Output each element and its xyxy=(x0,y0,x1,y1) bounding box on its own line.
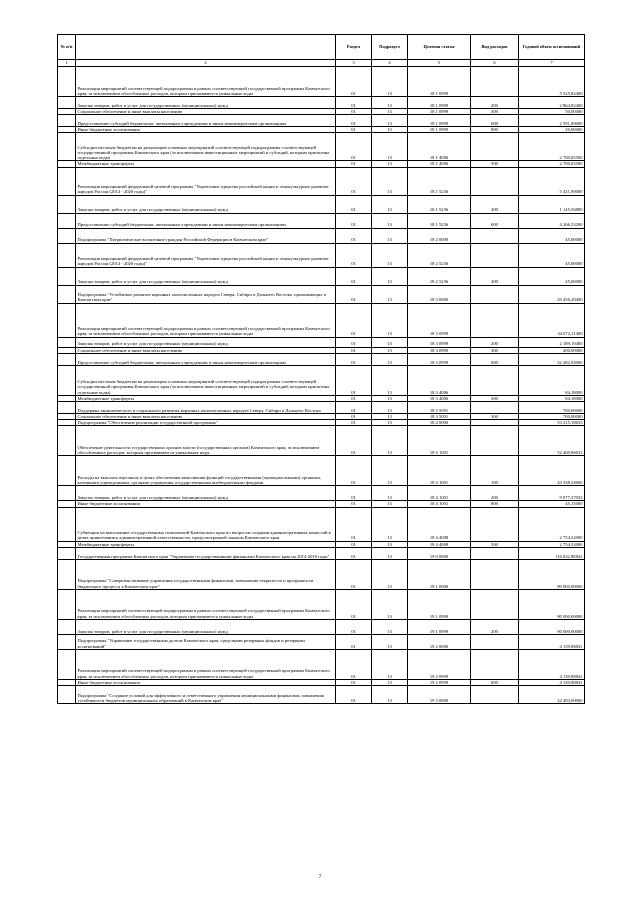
row-name-cell: Реализация мероприятий соответствующей подпрограммы в рамках соответствующей государственной программы Камчатского края, за исключением обособленных расходов, которым присваиваются уникальные коды xyxy=(76,589,336,619)
row-section-cell: 01 xyxy=(336,634,372,649)
row-expense-type-cell xyxy=(471,426,519,456)
row-expense-type-cell: 800 xyxy=(471,501,519,507)
row-amount-cell: 200,00000 xyxy=(519,347,585,353)
row-number-cell xyxy=(58,167,76,195)
row-target-article-cell: 19 2 0000 xyxy=(408,634,471,649)
table-row xyxy=(58,167,585,195)
row-expense-type-cell: 100 xyxy=(471,456,519,486)
row-section-cell: 01 xyxy=(336,67,372,97)
row-number-cell xyxy=(58,589,76,619)
row-subsection-cell: 13 xyxy=(372,426,408,456)
row-amount-cell: 45,00000 xyxy=(519,267,585,285)
row-name-cell: Закупка товаров, работ и услуг для государственных (муниципальных) нужд xyxy=(76,97,336,109)
row-amount-cell: 2 189,19400 xyxy=(519,337,585,347)
row-number-cell xyxy=(58,547,76,559)
row-expense-type-cell xyxy=(471,559,519,589)
row-name-cell: Закупка товаров, работ и услуг для государственных (муниципальных) нужд xyxy=(76,267,336,285)
header-section: Раздел xyxy=(336,35,372,60)
row-subsection-cell: 13 xyxy=(372,501,408,507)
row-name-cell: Подпрограмма "Патриотическое воспитание граждан Российской Федерации в Камчатском крае" xyxy=(76,228,336,243)
row-section-cell: 01 xyxy=(336,228,372,243)
header-target-article: Целевая статья xyxy=(408,35,471,60)
row-amount-cell: 43 338,34600 xyxy=(519,456,585,486)
row-expense-type-cell: 600 xyxy=(471,213,519,228)
row-section-cell: 01 xyxy=(336,547,372,559)
row-amount-cell: 84,18000 xyxy=(519,395,585,401)
row-number-cell xyxy=(58,195,76,213)
table-row xyxy=(58,486,585,501)
row-expense-type-cell: 200 xyxy=(471,619,519,634)
row-subsection-cell: 13 xyxy=(372,456,408,486)
row-name-cell: Иные бюджетные ассигнования xyxy=(76,127,336,133)
row-name-cell: Реализация мероприятий соответствующей подпрограммы в рамках соответствующей государственной программы Камчатского края, за исключением обособленных расходов, которым присваиваются уникальные коды xyxy=(76,67,336,97)
row-amount-cell: 2 864,82400 xyxy=(519,97,585,109)
row-section-cell: 01 xyxy=(336,649,372,679)
row-subsection-cell: 13 xyxy=(372,365,408,395)
table-row xyxy=(58,686,585,704)
row-number-cell xyxy=(58,619,76,634)
row-expense-type-cell xyxy=(471,589,519,619)
budget-table xyxy=(57,34,585,704)
row-subsection-cell: 13 xyxy=(372,486,408,501)
row-subsection-cell: 13 xyxy=(372,679,408,685)
row-number-cell xyxy=(58,243,76,267)
row-expense-type-cell xyxy=(471,649,519,679)
row-target-article-cell: 18 1 0999 xyxy=(408,115,471,127)
row-name-cell: Подпрограмма "Совершенствование управления государственными финансами, повышение открытости и прозрачности бюджетного процесса в Камчатском крае" xyxy=(76,559,336,589)
row-expense-type-cell: 500 xyxy=(471,541,519,547)
row-target-article-cell: 19 1 0999 xyxy=(408,619,471,634)
row-subsection-cell: 13 xyxy=(372,547,408,559)
row-section-cell: 01 xyxy=(336,353,372,365)
row-amount-cell: 700,00000 xyxy=(519,402,585,414)
row-expense-type-cell: 200 xyxy=(471,486,519,501)
row-target-article-cell: 18 4 4008 xyxy=(408,541,471,547)
table-row xyxy=(58,634,585,649)
row-amount-cell: 35 456,29400 xyxy=(519,285,585,303)
row-amount-cell: 4 139,88841 xyxy=(519,634,585,649)
row-subsection-cell: 13 xyxy=(372,619,408,634)
row-subsection-cell: 13 xyxy=(372,109,408,115)
row-amount-cell: 84,18000 xyxy=(519,365,585,395)
row-subsection-cell: 13 xyxy=(372,167,408,195)
row-amount-cell: 1 145,56800 xyxy=(519,195,585,213)
row-target-article-cell: 18 4 1001 xyxy=(408,456,471,486)
row-target-article-cell: 18 1 0999 xyxy=(408,97,471,109)
row-subsection-cell: 13 xyxy=(372,67,408,97)
row-number-cell xyxy=(58,285,76,303)
row-name-cell: Обеспечение деятельности государственных органов власти (государственных органов) Камчатского края, за исключением обособленных расходов, которым присваиваются уникальные коды xyxy=(76,426,336,456)
row-subsection-cell: 13 xyxy=(372,228,408,243)
table-row xyxy=(58,547,585,559)
row-expense-type-cell: 300 xyxy=(471,347,519,353)
row-section-cell: 01 xyxy=(336,347,372,353)
row-target-article-cell: 18 3 0000 xyxy=(408,285,471,303)
row-target-article-cell: 18 1 0999 xyxy=(408,109,471,115)
row-target-article-cell: 18 4 4008 xyxy=(408,507,471,541)
row-section-cell: 01 xyxy=(336,420,372,426)
header-annual-amount: Годовой объем ассигнований xyxy=(519,35,585,60)
row-target-article-cell: 18 1 5236 xyxy=(408,195,471,213)
row-expense-type-cell: 600 xyxy=(471,115,519,127)
row-section-cell: 01 xyxy=(336,402,372,414)
row-target-article-cell: 19 2 0999 xyxy=(408,649,471,679)
row-name-cell: Закупка товаров, работ и услуг для государственных (муниципальных) нужд xyxy=(76,195,336,213)
row-section-cell: 01 xyxy=(336,414,372,420)
row-target-article-cell: 18 1 4006 xyxy=(408,161,471,167)
row-target-article-cell: 18 4 1001 xyxy=(408,426,471,456)
row-number-cell xyxy=(58,402,76,414)
row-subsection-cell: 13 xyxy=(372,115,408,127)
row-section-cell: 01 xyxy=(336,395,372,401)
table-row xyxy=(58,133,585,161)
row-target-article-cell: 18 3 5091 xyxy=(408,402,471,414)
row-expense-type-cell xyxy=(471,686,519,704)
row-subsection-cell: 13 xyxy=(372,285,408,303)
row-subsection-cell: 13 xyxy=(372,161,408,167)
row-number-cell xyxy=(58,486,76,501)
row-section-cell: 01 xyxy=(336,541,372,547)
row-section-cell: 01 xyxy=(336,619,372,634)
row-number-cell xyxy=(58,365,76,395)
row-expense-type-cell xyxy=(471,634,519,649)
row-name-cell: Социальное обеспечение и иные выплаты населению xyxy=(76,109,336,115)
row-number-cell xyxy=(58,559,76,589)
row-number-cell xyxy=(58,426,76,456)
row-name-cell: Реализация мероприятий федеральной целевой программы "Укрепление единства российской нации и этнокультурное развитие народов России (2014 - 2020 годы)" xyxy=(76,243,336,267)
table-row xyxy=(58,213,585,228)
row-amount-cell: 2 700,65500 xyxy=(519,161,585,167)
row-section-cell: 01 xyxy=(336,486,372,501)
table-row xyxy=(58,402,585,414)
table-row xyxy=(58,303,585,337)
row-subsection-cell: 13 xyxy=(372,243,408,267)
row-number-cell xyxy=(58,67,76,97)
row-subsection-cell: 13 xyxy=(372,402,408,414)
row-target-article-cell: 18 3 0999 xyxy=(408,353,471,365)
row-section-cell: 01 xyxy=(336,365,372,395)
table-row xyxy=(58,243,585,267)
column-number: 7 xyxy=(519,60,585,67)
row-target-article-cell: 18 1 0999 xyxy=(408,127,471,133)
row-section-cell: 01 xyxy=(336,127,372,133)
row-target-article-cell: 18 3 0999 xyxy=(408,347,471,353)
row-subsection-cell: 13 xyxy=(372,414,408,420)
table-header-row xyxy=(58,35,585,60)
row-number-cell xyxy=(58,228,76,243)
row-section-cell: 01 xyxy=(336,115,372,127)
row-expense-type-cell xyxy=(471,547,519,559)
column-number: 2 xyxy=(76,60,336,67)
row-name-cell: Закупка товаров, работ и услуг для государственных (муниципальных) нужд xyxy=(76,619,336,634)
table-row xyxy=(58,456,585,486)
table-row xyxy=(58,353,585,365)
table-row xyxy=(58,97,585,109)
row-name-cell: Межбюджетные трансферты xyxy=(76,541,336,547)
row-section-cell: 01 xyxy=(336,285,372,303)
row-section-cell: 01 xyxy=(336,133,372,161)
header-name xyxy=(76,35,336,60)
table-row xyxy=(58,619,585,634)
row-amount-cell: 90 000,00000 xyxy=(519,559,585,589)
row-name-cell: Межбюджетные трансферты xyxy=(76,161,336,167)
row-number-cell xyxy=(58,353,76,365)
table-row xyxy=(58,589,585,619)
column-number: 1 xyxy=(58,60,76,67)
row-name-cell: Социальное обеспечение и иные выплаты населению xyxy=(76,414,336,420)
table-row xyxy=(58,67,585,97)
row-expense-type-cell xyxy=(471,303,519,337)
row-name-cell: Иные бюджетные ассигнования xyxy=(76,679,336,685)
row-name-cell: Государственная программа Камчатского края "Управление государственными финансами Камчатского края на 2014-2018 годы" xyxy=(76,547,336,559)
row-amount-cell: 2 754,32000 xyxy=(519,507,585,541)
row-section-cell: 01 xyxy=(336,161,372,167)
row-section-cell: 01 xyxy=(336,109,372,115)
table-row xyxy=(58,365,585,395)
row-target-article-cell: 18 3 0999 xyxy=(408,337,471,347)
row-subsection-cell: 13 xyxy=(372,195,408,213)
row-section-cell: 01 xyxy=(336,267,372,285)
row-expense-type-cell: 200 xyxy=(471,267,519,285)
row-section-cell: 01 xyxy=(336,456,372,486)
row-section-cell: 01 xyxy=(336,303,372,337)
row-name-cell: Расходы на выплаты персоналу в целях обеспечения выполнения функций государственными (муниципальными) органами, казенными учреждениями, органами управления государственными внебюджетными фондами xyxy=(76,456,336,486)
row-subsection-cell: 13 xyxy=(372,347,408,353)
row-amount-cell: 9 077,37033 xyxy=(519,486,585,501)
row-target-article-cell: 18 1 0999 xyxy=(408,67,471,97)
row-subsection-cell: 13 xyxy=(372,634,408,649)
row-expense-type-cell xyxy=(471,133,519,161)
row-section-cell: 01 xyxy=(336,213,372,228)
row-subsection-cell: 13 xyxy=(372,420,408,426)
row-section-cell: 01 xyxy=(336,337,372,347)
row-name-cell: Предоставление субсидий бюджетным, автономным учреждениям и иным некоммерческим организациям xyxy=(76,213,336,228)
row-section-cell: 01 xyxy=(336,686,372,704)
row-amount-cell: 50,00000 xyxy=(519,109,585,115)
column-number: 6 xyxy=(471,60,519,67)
row-amount-cell: 45,00000 xyxy=(519,228,585,243)
row-subsection-cell: 13 xyxy=(372,337,408,347)
row-subsection-cell: 13 xyxy=(372,507,408,541)
row-section-cell: 01 xyxy=(336,195,372,213)
row-amount-cell: 116 632,88841 xyxy=(519,547,585,559)
row-expense-type-cell xyxy=(471,285,519,303)
row-number-cell xyxy=(58,303,76,337)
row-section-cell: 01 xyxy=(336,507,372,541)
row-expense-type-cell xyxy=(471,507,519,541)
row-name-cell: Иные бюджетные ассигнования xyxy=(76,501,336,507)
row-expense-type-cell: 800 xyxy=(471,127,519,133)
row-number-cell xyxy=(58,634,76,649)
row-name-cell: Подпрограмма "Управление государственным долгом Камчатского края, средствами резервных фондов и резервами ассигнований" xyxy=(76,634,336,649)
row-name-cell: Закупка товаров, работ и услуг для государственных (муниципальных) нужд xyxy=(76,486,336,501)
header-number: № п/п xyxy=(58,35,76,60)
table-row xyxy=(58,649,585,679)
row-target-article-cell: 18 2 5236 xyxy=(408,267,471,285)
row-section-cell: 01 xyxy=(336,167,372,195)
row-subsection-cell: 13 xyxy=(372,649,408,679)
column-number: 4 xyxy=(372,60,408,67)
row-name-cell: Субсидии местным бюджетам на реализацию основных мероприятий соответствующей подпрограммы соответствующей государственной программы Камчатского края (за исключением инвестиционных мероприятий и субсидий, которым присвоены отдельные коды) xyxy=(76,133,336,161)
table-body xyxy=(58,67,585,704)
row-number-cell xyxy=(58,649,76,679)
row-target-article-cell: 19 0 0000 xyxy=(408,547,471,559)
table-row xyxy=(58,337,585,347)
row-name-cell: Межбюджетные трансферты xyxy=(76,395,336,401)
row-section-cell: 01 xyxy=(336,243,372,267)
row-section-cell: 01 xyxy=(336,589,372,619)
column-number: 3 xyxy=(336,60,372,67)
row-number-cell xyxy=(58,97,76,109)
row-expense-type-cell: 200 xyxy=(471,195,519,213)
row-subsection-cell: 13 xyxy=(372,686,408,704)
table-row xyxy=(58,285,585,303)
row-target-article-cell: 18 3 5091 xyxy=(408,414,471,420)
row-amount-cell: 2 591,00000 xyxy=(519,115,585,127)
row-number-cell xyxy=(58,507,76,541)
row-target-article-cell: 18 3 0999 xyxy=(408,303,471,337)
row-amount-cell: 2 754,32000 xyxy=(519,541,585,547)
row-number-cell xyxy=(58,267,76,285)
row-subsection-cell: 13 xyxy=(372,589,408,619)
row-target-article-cell: 18 2 0000 xyxy=(408,228,471,243)
row-expense-type-cell: 500 xyxy=(471,161,519,167)
row-name-cell: Поддержка экономического и социального развития коренных малочисленных народов Севера, Сибири и Дальнего Востока xyxy=(76,402,336,414)
row-target-article-cell: 19 3 0000 xyxy=(408,686,471,704)
row-expense-type-cell: 500 xyxy=(471,395,519,401)
page-number: 7 xyxy=(318,874,322,880)
row-expense-type-cell: 800 xyxy=(471,679,519,685)
row-amount-cell: 5 431,90000 xyxy=(519,167,585,195)
row-name-cell: Подпрограмма "Создание условий для эффективного и ответственного управления муниципальными финансами, повышения устойчивости бюджетов муниципальных образований в Камчатском крае" xyxy=(76,686,336,704)
row-subsection-cell: 13 xyxy=(372,213,408,228)
row-expense-type-cell xyxy=(471,243,519,267)
header-subsection: Подраздел xyxy=(372,35,408,60)
header-expense-type: Вид расходов xyxy=(471,35,519,60)
row-name-cell: Субсидии местным бюджетам на реализацию основных мероприятий соответствующей подпрограммы соответствующей государственной программы Камчатского края (за исключением инвестиционных мероприятий и субсидий, которым присвоены отдельные коды) xyxy=(76,365,336,395)
row-target-article-cell: 18 4 1001 xyxy=(408,486,471,501)
row-target-article-cell: 18 3 4006 xyxy=(408,365,471,395)
row-name-cell: Подпрограмма "Обеспечение реализации государственной программы" xyxy=(76,420,336,426)
row-number-cell xyxy=(58,213,76,228)
column-number: 5 xyxy=(408,60,471,67)
row-expense-type-cell: 300 xyxy=(471,109,519,115)
row-name-cell: Реализация мероприятий соответствующей подпрограммы в рамках соответствующей государственной программы Камчатского края, за исключением обособленных расходов, которым присваиваются уникальные коды xyxy=(76,649,336,679)
row-target-article-cell: 18 2 5236 xyxy=(408,243,471,267)
row-expense-type-cell xyxy=(471,228,519,243)
table-row xyxy=(58,195,585,213)
row-amount-cell: 90 000,00000 xyxy=(519,589,585,619)
row-amount-cell: 4 266,33200 xyxy=(519,213,585,228)
row-section-cell: 01 xyxy=(336,97,372,109)
row-amount-cell: 45,15000 xyxy=(519,501,585,507)
row-number-cell xyxy=(58,133,76,161)
row-expense-type-cell xyxy=(471,402,519,414)
row-expense-type-cell: 600 xyxy=(471,353,519,365)
row-amount-cell: 700,00000 xyxy=(519,414,585,420)
row-expense-type-cell: 200 xyxy=(471,97,519,109)
column-number-row xyxy=(58,60,585,67)
row-section-cell: 01 xyxy=(336,501,372,507)
row-expense-type-cell: 200 xyxy=(471,337,519,347)
row-amount-cell: 4 139,88841 xyxy=(519,649,585,679)
row-subsection-cell: 13 xyxy=(372,127,408,133)
table-row xyxy=(58,559,585,589)
row-amount-cell: 32 282,92000 xyxy=(519,353,585,365)
row-target-article-cell: 18 4 0000 xyxy=(408,420,471,426)
row-amount-cell: 53 215,18633 xyxy=(519,420,585,426)
row-amount-cell: 5 525,82400 xyxy=(519,67,585,97)
row-target-article-cell: 18 4 1001 xyxy=(408,501,471,507)
table-row xyxy=(58,228,585,243)
row-name-cell: Предоставление субсидий бюджетным, автономным учреждениям и иным некоммерческим организациям xyxy=(76,353,336,365)
row-subsection-cell: 13 xyxy=(372,353,408,365)
row-target-article-cell: 18 1 4006 xyxy=(408,133,471,161)
row-subsection-cell: 13 xyxy=(372,133,408,161)
row-section-cell: 01 xyxy=(336,426,372,456)
row-target-article-cell: 18 1 5236 xyxy=(408,167,471,195)
row-name-cell: Закупка товаров, работ и услуг для государственных (муниципальных) нужд xyxy=(76,337,336,347)
row-expense-type-cell: 300 xyxy=(471,414,519,420)
row-amount-cell: 90 000,00000 xyxy=(519,619,585,634)
row-subsection-cell: 13 xyxy=(372,541,408,547)
table-row xyxy=(58,115,585,127)
row-section-cell: 01 xyxy=(336,679,372,685)
row-target-article-cell: 19 2 0999 xyxy=(408,679,471,685)
row-section-cell: 01 xyxy=(336,559,372,589)
row-amount-cell: 2 700,65500 xyxy=(519,133,585,161)
row-name-cell: Реализация мероприятий соответствующей подпрограммы в рамках соответствующей государственной программы Камчатского края, за исключением обособленных расходов, которым присваиваются уникальные коды xyxy=(76,303,336,337)
row-name-cell: Социальное обеспечение и иные выплаты населению xyxy=(76,347,336,353)
row-expense-type-cell xyxy=(471,67,519,97)
row-name-cell: Субвенции на выполнение государственных полномочий Камчатского края по вопросам создания административных комиссий в целях привлечения к административной ответственности, предусмотренной законом Камчатского края xyxy=(76,507,336,541)
row-expense-type-cell xyxy=(471,365,519,395)
row-subsection-cell: 13 xyxy=(372,559,408,589)
row-target-article-cell: 18 3 4006 xyxy=(408,395,471,401)
row-subsection-cell: 13 xyxy=(372,395,408,401)
row-number-cell xyxy=(58,686,76,704)
row-number-cell xyxy=(58,456,76,486)
row-amount-cell: 45,00000 xyxy=(519,243,585,267)
row-name-cell: Предоставление субсидий бюджетным, автономным учреждениям и иным некоммерческим организациям xyxy=(76,115,336,127)
row-subsection-cell: 13 xyxy=(372,267,408,285)
table-row xyxy=(58,507,585,541)
row-subsection-cell: 13 xyxy=(372,303,408,337)
row-amount-cell: 34 672,11400 xyxy=(519,303,585,337)
row-target-article-cell: 19 1 0000 xyxy=(408,559,471,589)
table-row xyxy=(58,267,585,285)
row-name-cell: Реализация мероприятий федеральной целевой программы "Укрепление единства российской нации и этнокультурное развитие народов России (2014 - 2020 годы)" xyxy=(76,167,336,195)
row-target-article-cell: 18 1 5236 xyxy=(408,213,471,228)
table-row xyxy=(58,426,585,456)
row-expense-type-cell xyxy=(471,167,519,195)
row-amount-cell: 52 460,86633 xyxy=(519,426,585,456)
row-amount-cell: 4 139,88841 xyxy=(519,679,585,685)
row-subsection-cell: 13 xyxy=(372,97,408,109)
row-number-cell xyxy=(58,337,76,347)
row-number-cell xyxy=(58,115,76,127)
row-amount-cell: 20,00000 xyxy=(519,127,585,133)
row-name-cell: Подпрограмма "Устойчивое развитие коренных малочисленных народов Севера, Сибири и Дальнего Востока, проживающих в Камчатском крае" xyxy=(76,285,336,303)
row-target-article-cell: 19 1 0999 xyxy=(408,589,471,619)
row-amount-cell: 22 493,00000 xyxy=(519,686,585,704)
